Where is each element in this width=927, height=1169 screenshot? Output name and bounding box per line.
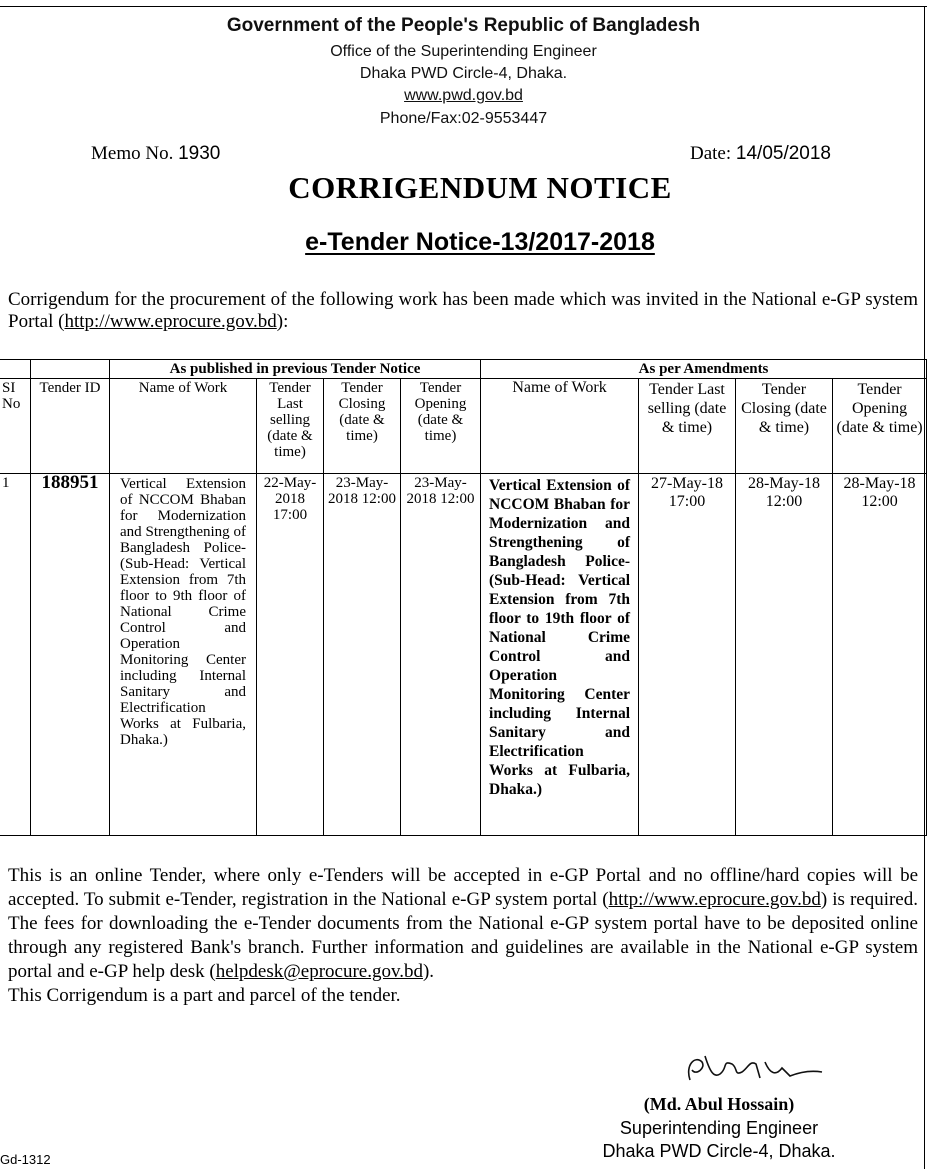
signatory-designation: Superintending Engineer bbox=[619, 1118, 819, 1138]
header-new-name: Name of Work bbox=[481, 379, 639, 474]
circle-name: Dhaka PWD Circle-4, Dhaka. bbox=[359, 65, 568, 82]
handwritten-signature bbox=[610, 1050, 830, 1086]
body-paragraph-1 bbox=[8, 864, 918, 984]
table-header-row bbox=[0, 379, 927, 474]
memo-number bbox=[91, 143, 220, 165]
memo-value: 1930 bbox=[178, 143, 221, 164]
eprocure-link-2[interactable]: http://www.eprocure.gov.bd bbox=[608, 889, 821, 910]
header-new-opening: Tender Opening (date & time) bbox=[833, 379, 927, 474]
cell-new-last-selling: 27-May-18 17:00 bbox=[639, 474, 736, 836]
notice-subtitle: e-Tender Notice-13/2017-2018 bbox=[305, 228, 655, 256]
helpdesk-email-link[interactable]: helpdesk@eprocure.gov.bd bbox=[215, 961, 423, 982]
header-prev-opening: Tender Opening (date & time) bbox=[401, 379, 481, 474]
page-border-top bbox=[0, 6, 927, 7]
government-heading: Government of the People's Republic of Bangladesh bbox=[226, 15, 701, 36]
header-prev-last-selling: Tender Last selling (date & time) bbox=[257, 379, 324, 474]
cell-new-opening: 28-May-18 12:00 bbox=[833, 474, 927, 836]
tender-table bbox=[0, 359, 927, 836]
table-row bbox=[0, 474, 927, 836]
header-prev-name: Name of Work bbox=[110, 379, 257, 474]
cell-prev-name: Vertical Extension of NCCOM Bhaban for Modernization and Strengthening of Bangladesh Police- (Sub-Head: Vertical Extension from 7th floor to 9th floor of National Crime Control and Operation Monitoring Center including Internal Sanitary and Electrification Works at Fulbaria, Dhaka.) bbox=[110, 474, 257, 836]
notice-title: CORRIGENDUM NOTICE bbox=[288, 170, 672, 205]
cell-sl: 1 bbox=[0, 474, 31, 836]
notice-date bbox=[690, 143, 831, 165]
date-label: Date: bbox=[690, 143, 732, 164]
intro-paragraph bbox=[8, 289, 918, 333]
body-text bbox=[8, 864, 918, 1008]
eprocure-link[interactable]: http://www.eprocure.gov.bd bbox=[64, 311, 277, 332]
header-prev-closing: Tender Closing (date & time) bbox=[324, 379, 401, 474]
signatory-name: (Md. Abul Hossain) bbox=[643, 1094, 795, 1114]
cell-prev-last-selling: 22-May-2018 17:00 bbox=[257, 474, 324, 836]
header-new-last-selling: Tender Last selling (date & time) bbox=[639, 379, 736, 474]
memo-label: Memo No. bbox=[91, 143, 174, 164]
body-paragraph-2: This Corrigendum is a part and parcel of the tender. bbox=[8, 985, 401, 1006]
header-tender-id: Tender ID bbox=[31, 379, 110, 474]
date-value: 14/05/2018 bbox=[735, 143, 831, 164]
intro-text-end: ): bbox=[276, 311, 289, 332]
cell-tender-id: 188951 bbox=[31, 474, 110, 836]
header-new-closing: Tender Closing (date & time) bbox=[736, 379, 833, 474]
phone-fax: Phone/Fax:02-9553447 bbox=[379, 110, 548, 127]
group-previous: As published in previous Tender Notice bbox=[110, 360, 481, 379]
website-link[interactable]: www.pwd.gov.bd bbox=[404, 87, 523, 104]
cell-new-name: Vertical Extension of NCCOM Bhaban for Modernization and Strengthening of Bangladesh Police- (Sub-Head: Vertical Extension from 7th floor to 19th floor of National Crime Control and Operation Monitoring Center including Internal Sanitary and Electrification Works at Fulbaria, Dhaka.) bbox=[481, 474, 639, 836]
body-text-b: ) is required. The fees for downloading the e-Tender documents from the National e-GP system portal have to be deposited online through any registered Bank's branch. Further information and guidelines are available in the National e-GP system portal and e-GP help desk ( bbox=[8, 889, 918, 982]
table-group-row bbox=[0, 360, 927, 379]
header-sl: SI No bbox=[0, 379, 31, 474]
reference-code: Gd-1312 bbox=[0, 1152, 51, 1167]
cell-prev-opening: 23-May-2018 12:00 bbox=[401, 474, 481, 836]
signatory-office: Dhaka PWD Circle-4, Dhaka. bbox=[602, 1141, 836, 1161]
intro-text: Corrigendum for the procurement of the following work has been made which was invited in the National e-GP system Portal ( bbox=[8, 289, 918, 332]
cell-prev-closing: 23-May-2018 12:00 bbox=[324, 474, 401, 836]
office-name: Office of the Superintending Engineer bbox=[330, 43, 597, 60]
body-text-c: ). bbox=[422, 961, 435, 982]
cell-new-closing: 28-May-18 12:00 bbox=[736, 474, 833, 836]
group-amendments: As per Amendments bbox=[481, 360, 927, 379]
body-text-a: This is an online Tender, where only e-Tenders will be accepted in e-GP Portal and no offline/hard copies will be accepted. To submit e-Tender, registration in the National e-GP system portal ( bbox=[8, 865, 918, 910]
